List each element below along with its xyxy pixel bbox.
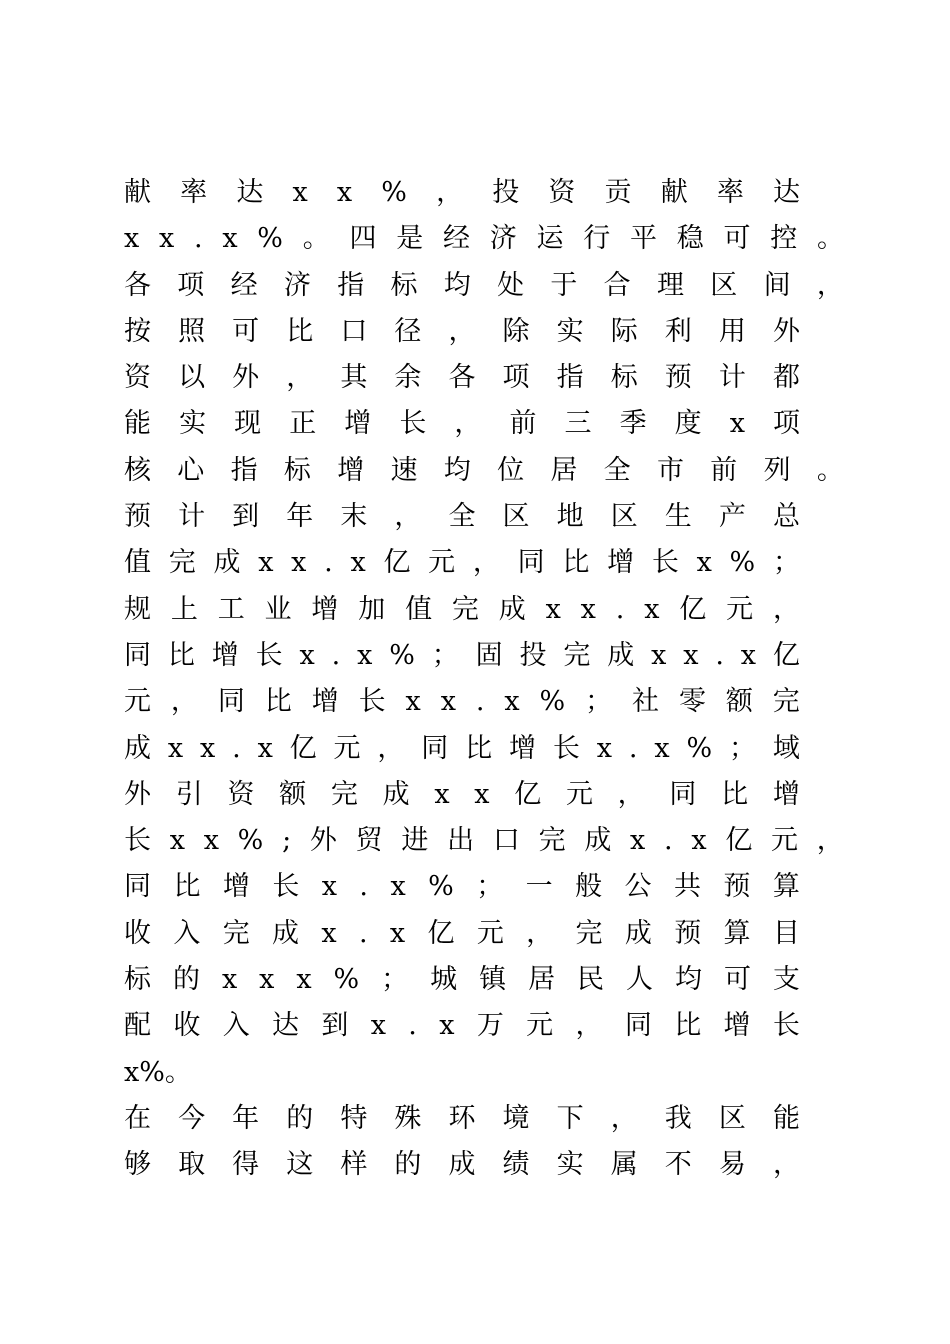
text-line: 同 比 增 长 x . x % ； 固 投 完 成 x x . x 亿 xyxy=(124,639,800,671)
text-line: 按 照 可 比 口 径 ， 除 实 际 利 用 外 xyxy=(124,315,800,347)
text-line: 外 引 资 额 完 成 x x 亿 元 ， 同 比 增 xyxy=(124,778,800,810)
text-line: x x . x % 。 四 是 经 济 运 行 平 稳 可 控 。 xyxy=(124,223,844,255)
text-line: 资 以 外 ， 其 余 各 项 指 标 预 计 都 xyxy=(124,362,800,394)
text-line: 够 取 得 这 样 的 成 绩 实 属 不 易 ， xyxy=(124,1149,800,1181)
body-text xyxy=(124,170,844,1189)
text-line: 各 项 经 济 指 标 均 处 于 合 理 区 间 ， xyxy=(124,269,844,301)
text-line: 值 完 成 x x . x 亿 元 ， 同 比 增 长 x % ； xyxy=(124,547,800,579)
text-line: 在 今 年 的 特 殊 环 境 下 ， 我 区 能 xyxy=(124,1102,800,1134)
text-line: x%。 xyxy=(124,1056,192,1088)
text-line: 能 实 现 正 增 长 ， 前 三 季 度 x 项 xyxy=(124,408,800,440)
text-line: 预 计 到 年 末 ， 全 区 地 区 生 产 总 xyxy=(124,501,800,533)
text-line: 同 比 增 长 x . x % ； 一 般 公 共 预 算 xyxy=(124,871,800,903)
text-line: 配 收 入 达 到 x . x 万 元 ， 同 比 增 长 xyxy=(124,1010,800,1042)
text-line: 长 x x % ; 外 贸 进 出 口 完 成 x . x 亿 元 ， xyxy=(124,825,844,857)
text-line: 收 入 完 成 x . x 亿 元 ， 完 成 预 算 目 xyxy=(124,917,800,949)
text-line: 核 心 指 标 增 速 均 位 居 全 市 前 列 。 xyxy=(124,454,844,486)
text-line: 成 x x . x 亿 元 ， 同 比 增 长 x . x % ； 域 xyxy=(124,732,800,764)
text-line: 献 率 达 x x % ， 投 资 贡 献 率 达 xyxy=(124,177,800,208)
text-line: 元 ， 同 比 增 长 x x . x % ； 社 零 额 完 xyxy=(124,686,800,718)
text-line: 标 的 x x x % ； 城 镇 居 民 人 均 可 支 xyxy=(124,964,800,996)
text-line: 规 上 工 业 增 加 值 完 成 x x . x 亿 元 ， xyxy=(124,593,800,625)
